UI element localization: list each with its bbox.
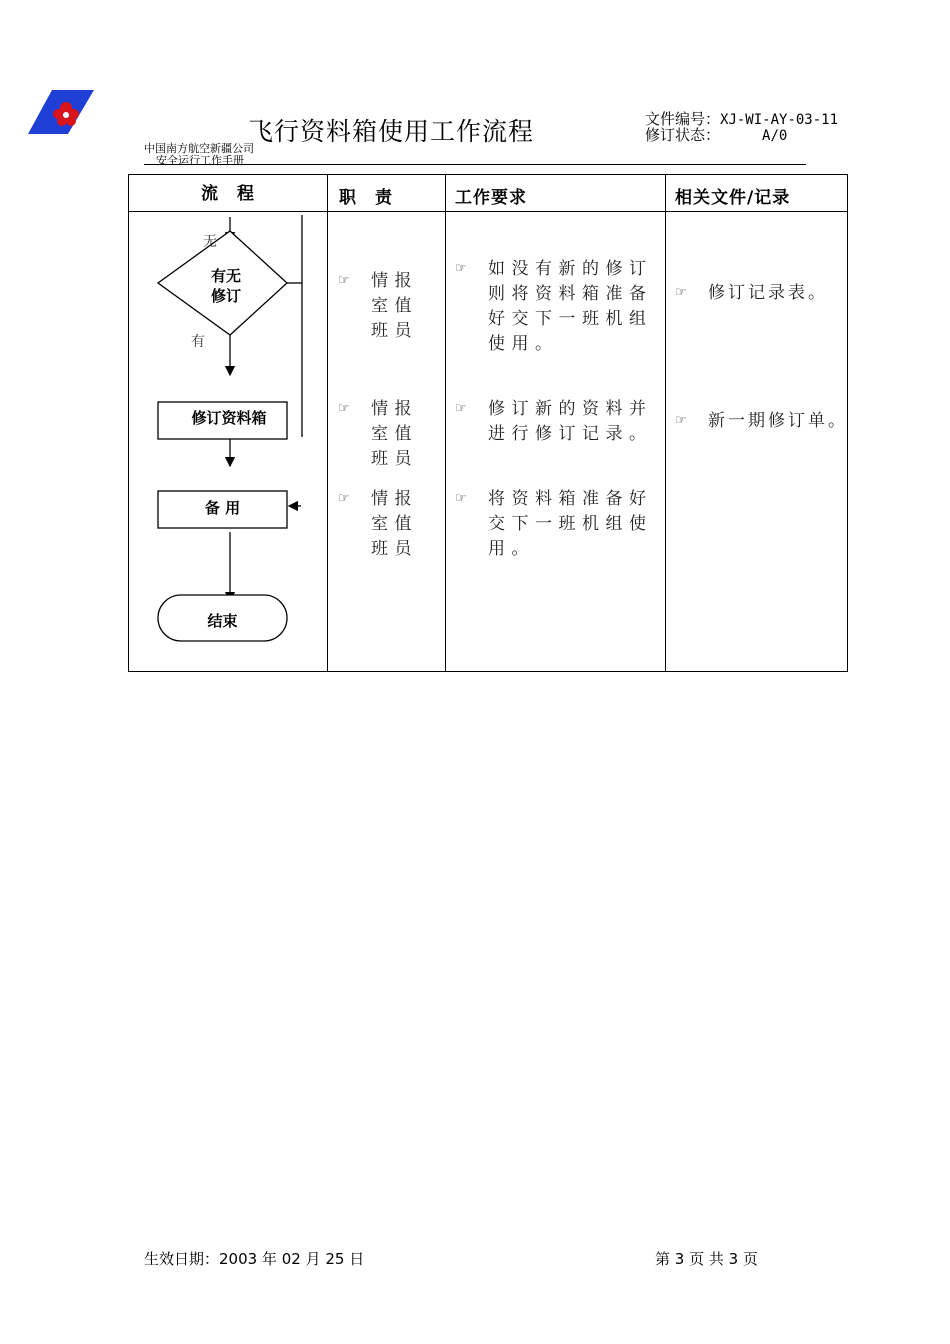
document-title: 飞行资料箱使用工作流程 bbox=[248, 117, 535, 146]
decision-label-line1: 有无 bbox=[210, 267, 241, 285]
revision-label: 修订状态： bbox=[645, 126, 721, 144]
effective-date bbox=[144, 1248, 364, 1269]
pointing-hand-icon: ☞ bbox=[455, 491, 467, 506]
row2-record: 新一期修订单。 bbox=[708, 411, 848, 431]
airline-logo bbox=[28, 88, 96, 136]
row3-responsibility: 情报室值班员 bbox=[371, 489, 418, 559]
doc-number-label: 文件编号： bbox=[645, 110, 721, 128]
pointing-hand-icon: ☞ bbox=[338, 273, 350, 288]
pointing-hand-icon: ☞ bbox=[338, 401, 350, 416]
header-responsibility: 职 责 bbox=[339, 188, 393, 208]
process-table bbox=[128, 174, 848, 672]
decision-label-line2: 修订 bbox=[210, 287, 241, 305]
effective-date-label: 生效日期： bbox=[144, 1250, 220, 1268]
column-divider bbox=[445, 175, 446, 671]
column-divider bbox=[665, 175, 666, 671]
pointing-hand-icon: ☞ bbox=[675, 413, 687, 428]
pointing-hand-icon: ☞ bbox=[455, 401, 467, 416]
page-number: 第 3 页 共 3 页 bbox=[655, 1250, 758, 1268]
doc-number-value: XJ-WI-AY-03-11 bbox=[720, 112, 839, 128]
row2-requirement: 修订新的资料并进行修订记录。 bbox=[488, 399, 653, 444]
row1-requirement: 如没有新的修订则将资料箱准备好交下一班机组使用。 bbox=[488, 259, 653, 354]
row1-responsibility: 情报室值班员 bbox=[371, 271, 418, 341]
revision-value: A/0 bbox=[762, 128, 788, 144]
effective-date-value: 2003 年 02 月 25 日 bbox=[219, 1250, 365, 1268]
pointing-hand-icon: ☞ bbox=[675, 285, 687, 300]
end-label: 结束 bbox=[207, 612, 238, 630]
yes-label: 有 bbox=[191, 334, 205, 350]
header-flow: 流 程 bbox=[201, 184, 255, 204]
row1-record: 修订记录表。 bbox=[708, 283, 828, 303]
revise-box-label: 修订资料箱 bbox=[191, 409, 267, 427]
pointing-hand-icon: ☞ bbox=[455, 261, 467, 276]
manual-name: 安全运行工作手册 bbox=[156, 154, 244, 167]
no-label: 无 bbox=[203, 234, 217, 250]
row2-responsibility: 情报室值班员 bbox=[371, 399, 418, 469]
pointing-hand-icon: ☞ bbox=[338, 491, 350, 506]
company-name: 中国南方航空新疆公司 bbox=[144, 142, 254, 155]
column-divider bbox=[327, 175, 328, 671]
header-records: 相关文件/记录 bbox=[675, 188, 791, 208]
header-requirements: 工作要求 bbox=[455, 188, 527, 208]
revision-status bbox=[645, 124, 787, 145]
standby-box-label: 备 用 bbox=[204, 499, 241, 517]
row3-requirement: 将资料箱准备好交下一班机组使用。 bbox=[488, 489, 653, 559]
header-divider bbox=[144, 164, 806, 165]
